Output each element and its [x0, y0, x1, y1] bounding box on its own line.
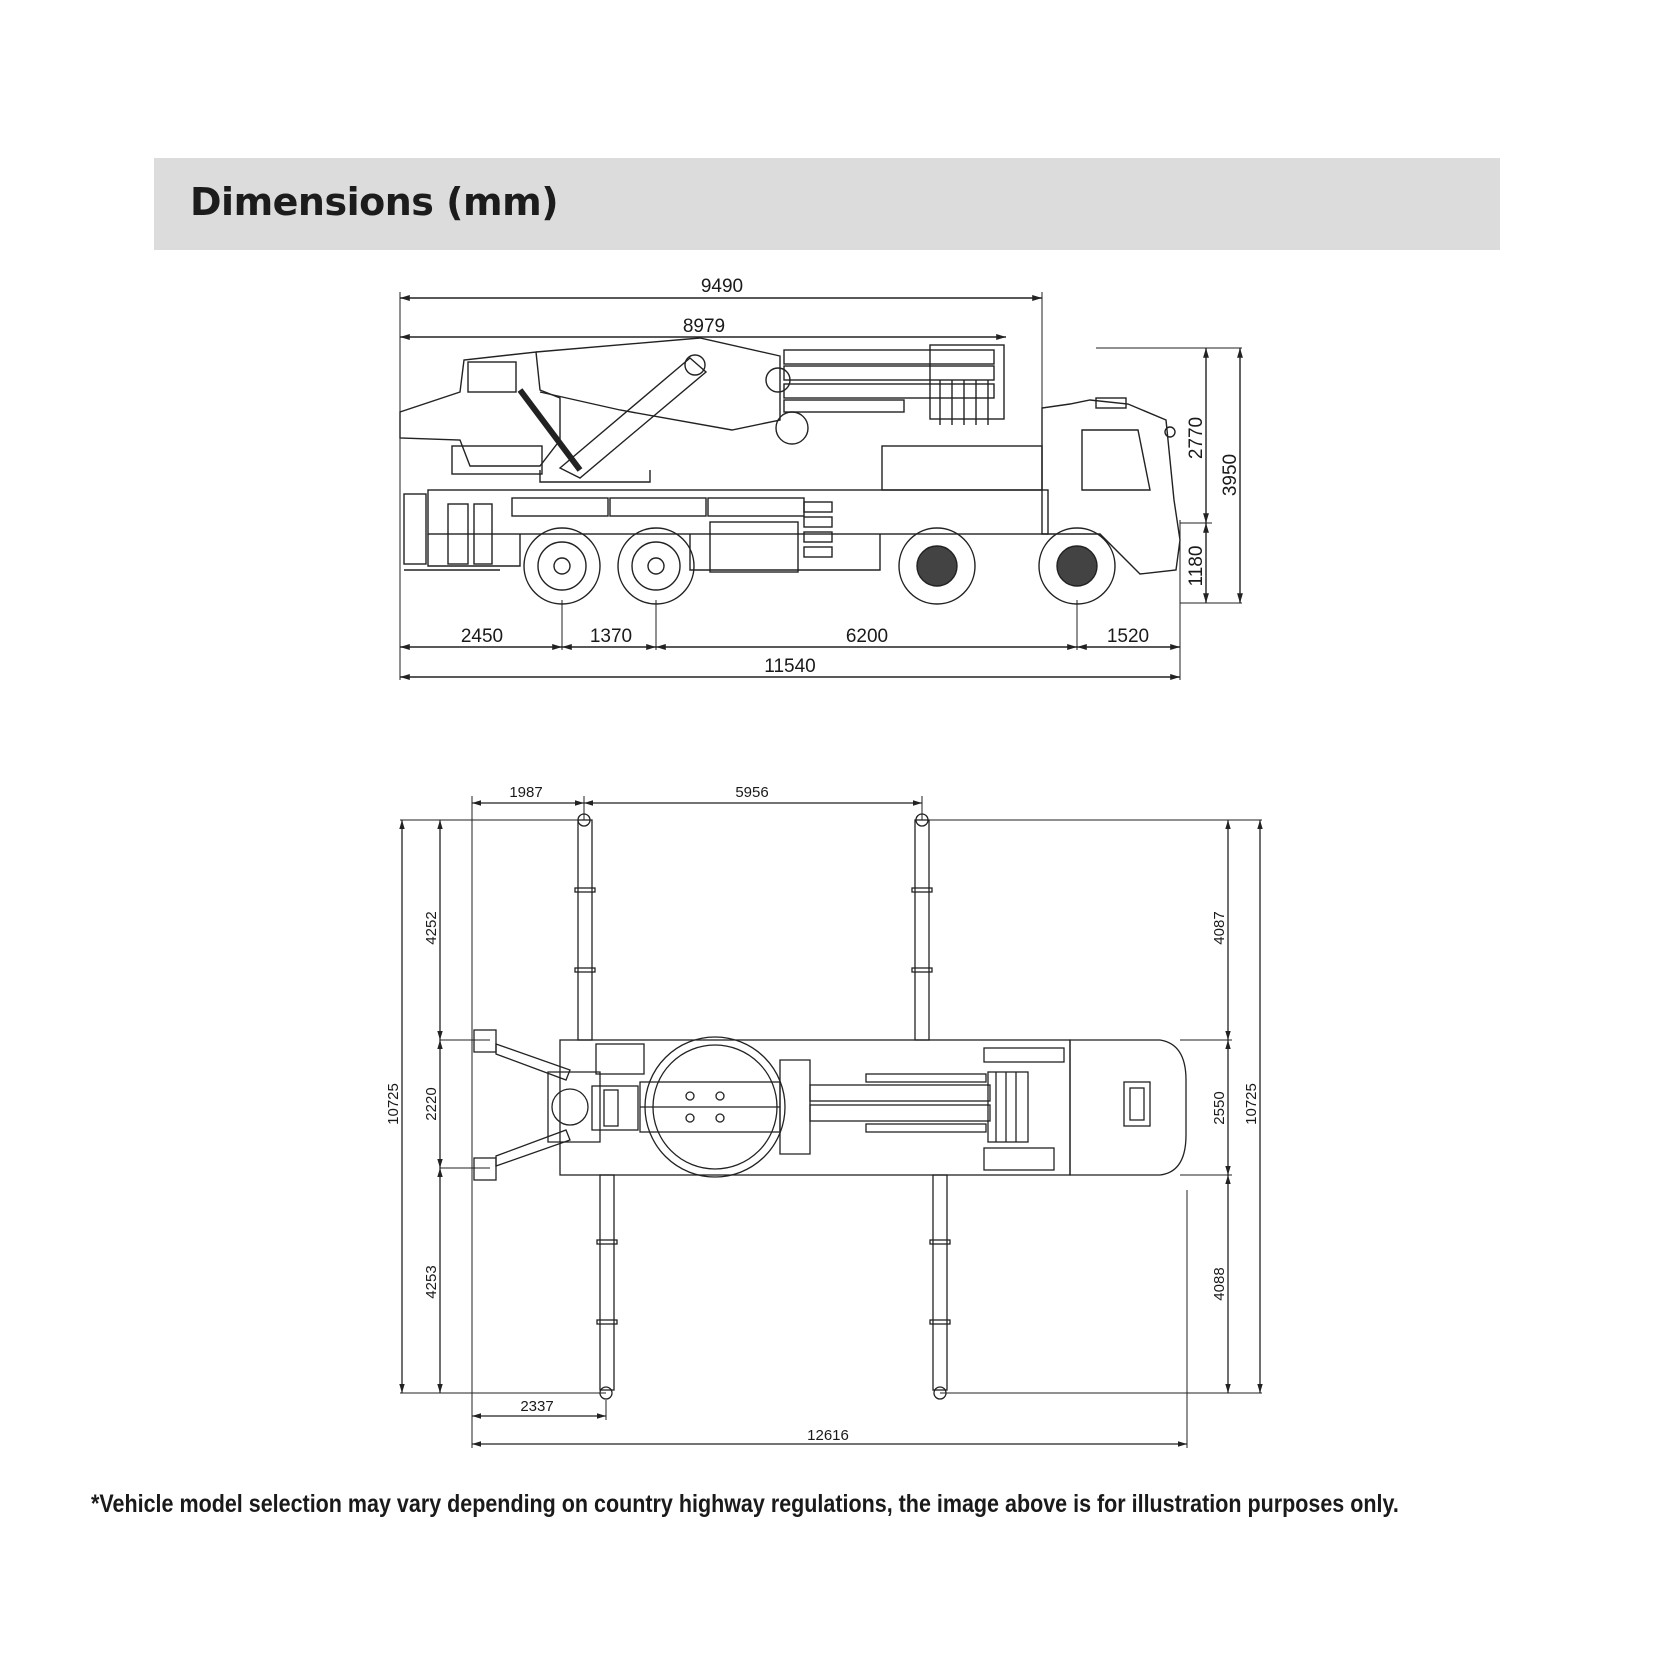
dim-wheelbase: 6200 — [845, 626, 889, 647]
side-view — [400, 292, 1242, 680]
dim-overall-boom-length: 9490 — [700, 276, 744, 297]
dim-right-span: 10725 — [1243, 1083, 1260, 1125]
page-title: Dimensions (mm) — [190, 180, 559, 224]
footnote: *Vehicle model selection may vary depending on country highway regulations, the image above is for illustration purposes only. — [91, 1490, 1399, 1518]
dim-overall-height: 3950 — [1220, 453, 1241, 497]
dim-front-overhang: 1520 — [1106, 626, 1150, 647]
dim-frame-height: 1180 — [1186, 545, 1207, 587]
dim-vehicle-width: 2550 — [1211, 1091, 1228, 1125]
dim-outrigger-spacing: 5956 — [735, 784, 769, 801]
dim-left-span: 10725 — [385, 1083, 402, 1125]
dim-total-length: 12616 — [807, 1427, 849, 1444]
dim-rear-right-extension: 4253 — [423, 1265, 440, 1299]
top-view — [400, 796, 1262, 1448]
dim-rear-overhang: 2450 — [460, 626, 504, 647]
dim-rear-axle-spacing: 1370 — [589, 626, 633, 647]
dim-cab-height: 2770 — [1186, 416, 1207, 460]
dim-rear-outrigger-offset-lower: 2337 — [520, 1398, 554, 1415]
dim-rear-frame-width: 2220 — [423, 1087, 440, 1121]
dim-overall-length: 11540 — [764, 656, 816, 677]
dim-boom-length: 8979 — [682, 316, 726, 337]
dim-rear-outrigger-offset: 1987 — [509, 784, 543, 801]
dim-rear-left-extension: 4252 — [423, 911, 440, 945]
dim-front-left-extension: 4087 — [1211, 911, 1228, 945]
dim-front-right-extension: 4088 — [1211, 1267, 1228, 1301]
